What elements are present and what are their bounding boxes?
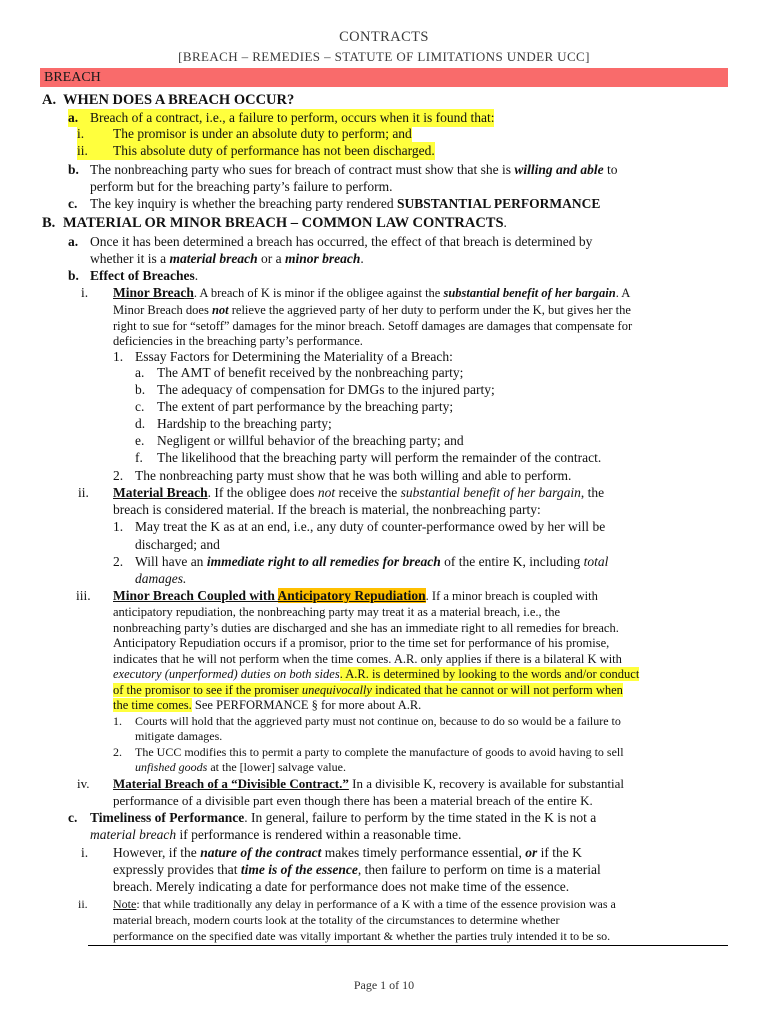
list-marker: iii. xyxy=(76,588,91,603)
line-text: The AMT of benefit received by the nonbreaching party; xyxy=(157,365,464,380)
item-willing-and-able xyxy=(68,161,618,179)
section-marker: A. xyxy=(42,92,57,108)
factor-item xyxy=(135,398,453,416)
line-text: Will have an xyxy=(135,554,207,569)
line-text: nonbreaching party’s duties are discharged and she has an immediate right to all remedies for breach. xyxy=(113,621,619,635)
line-text: The nonbreaching party who sues for breach of contract must show that she is xyxy=(90,162,515,177)
line-text: . xyxy=(360,251,364,266)
line-text: relieve the aggrieved party of her duty to perform under the K, but gives her the xyxy=(228,303,631,317)
highlighted-text: . xyxy=(339,667,346,681)
list-marker: iv. xyxy=(77,776,90,791)
line-text: breach. Merely indicating a date for performance does not make time of the essence. xyxy=(113,879,570,894)
line-text: The promisor is under an absolute duty to perform; and xyxy=(113,126,412,141)
line-text: if the K xyxy=(537,845,582,860)
paragraph-line xyxy=(90,826,461,844)
line-text: breach is considered material. If the breach is material, the nonbreaching party: xyxy=(113,502,541,517)
highlighted-text: the time comes. xyxy=(113,698,192,712)
line-text: Negligent or willful behavior of the breaching party; and xyxy=(157,433,464,448)
section-bar-breach: BREACH xyxy=(40,68,728,87)
list-marker: ii. xyxy=(78,485,89,500)
paragraph-line xyxy=(135,536,220,554)
list-marker: 2. xyxy=(113,745,122,759)
document-title: CONTRACTS xyxy=(339,29,429,45)
item-divisible-contract xyxy=(77,775,624,793)
line-text: Hardship to the breaching party; xyxy=(157,416,332,431)
line-text: The UCC modifies this to permit a party to complete the manufacture of goods to avoid having to sell xyxy=(135,745,624,759)
bold-text: Timeliness of Performance xyxy=(90,810,245,825)
highlighted-heading: Anticipatory Repudiation xyxy=(277,588,426,603)
factor-item xyxy=(135,381,495,399)
list-marker: c. xyxy=(68,196,78,211)
emphasis-text: time is of the essence xyxy=(240,862,358,877)
factor-item xyxy=(135,449,601,467)
emphasis-text: minor breach xyxy=(284,251,361,266)
line-text: expressly provides that xyxy=(113,862,241,877)
line-text: deficiencies in the breaching party’s performance. xyxy=(113,334,363,348)
emphasis-text: not xyxy=(211,303,229,317)
line-text: right to sue for “setoff” damages for the minor breach. Setoff damages are damages that compensate for xyxy=(113,319,633,333)
list-marker: b. xyxy=(68,268,79,283)
heading-b xyxy=(42,214,507,232)
item-not-discharged xyxy=(77,142,435,160)
underlined-heading: Minor Breach xyxy=(113,285,194,300)
paragraph-line xyxy=(90,178,393,196)
line-text: . xyxy=(194,268,199,283)
item-timeliness xyxy=(68,809,596,827)
line-text: . If the obligee does xyxy=(207,485,318,500)
line-text: anticipatory repudiation, the nonbreaching party may treat it as a material breach, i.e., the xyxy=(113,605,561,619)
line-text: if performance is rendered within a reasonable time. xyxy=(176,827,462,842)
emphasis-text: substantial benefit of her bargain xyxy=(443,286,616,300)
item-immediate-remedies xyxy=(113,553,608,571)
list-marker: 1. xyxy=(113,519,124,534)
document-subtitle: [BREACH – REMEDIES – STATUTE OF LIMITATIONS UNDER UCC] xyxy=(178,49,590,64)
line-text: , then failure to perform on time is a material xyxy=(357,862,601,877)
line-text: . A xyxy=(615,286,631,300)
line-text: The likelihood that the breaching party will perform the remainder of the contract. xyxy=(157,450,602,465)
line-text: Breach of a contract, i.e., a failure to perform, occurs when it is found that: xyxy=(90,110,495,125)
item-material-breach xyxy=(78,484,604,502)
line-text: of the entire K, including xyxy=(440,554,584,569)
line-text: The nonbreaching party must show that he was both willing and able to perform. xyxy=(135,468,572,483)
line-text: perform but for the breaching party’s failure to perform. xyxy=(90,179,393,194)
line-text: . xyxy=(503,215,507,230)
italic-text: damages. xyxy=(135,571,187,586)
list-marker: d. xyxy=(135,416,146,431)
list-marker: i. xyxy=(81,845,89,860)
paragraph-line xyxy=(113,792,593,810)
list-marker: b. xyxy=(68,162,79,177)
italic-text: unfished goods xyxy=(135,760,208,774)
underlined-label: Note xyxy=(113,897,137,911)
paragraph-line xyxy=(135,758,346,776)
line-text: indicates that he will not perform when the time comes. A.R. only applies if there is a bilateral K with xyxy=(113,652,622,666)
line-text: The adequacy of compensation for DMGs to the injured party; xyxy=(157,382,495,397)
italic-text: material breach xyxy=(90,827,177,842)
heading-a xyxy=(42,91,294,109)
paragraph-line xyxy=(113,501,541,519)
emphasis-text: or xyxy=(525,845,538,860)
list-marker: a. xyxy=(135,365,145,380)
line-text: mitigate damages. xyxy=(135,729,223,743)
line-text: Anticipatory Repudiation occurs if a promisor, prior to the time set for performance of his promise, xyxy=(113,636,610,650)
item-effect-of-breaches xyxy=(68,267,198,285)
line-text: at the [lower] salvage value. xyxy=(207,760,346,774)
list-marker: 1. xyxy=(113,349,124,364)
italic-text: total xyxy=(583,554,609,569)
list-marker: 2. xyxy=(113,554,124,569)
list-marker: a. xyxy=(68,234,79,249)
list-marker: a. xyxy=(68,110,79,125)
italic-text: executory (unperformed) duties on both sides xyxy=(113,667,340,681)
line-text: . A breach of K is minor if the obligee against the xyxy=(193,286,444,300)
line-text: . If a minor breach is coupled with xyxy=(425,589,598,603)
item-willing-and-able-proof xyxy=(113,467,571,485)
emphasis-text: nature of the contract xyxy=(200,845,322,860)
list-marker: b. xyxy=(135,382,146,397)
line-text: This absolute duty of performance has not been discharged. xyxy=(113,143,435,158)
line-text: See PERFORMANCE § for more about A.R. xyxy=(191,698,422,712)
paragraph-line xyxy=(113,861,601,879)
factor-item xyxy=(135,364,463,382)
highlighted-italic-text: unequivocally xyxy=(301,683,372,697)
item-breach-effect xyxy=(68,233,592,251)
factor-item xyxy=(135,415,332,433)
bold-text: SUBSTANTIAL PERFORMANCE xyxy=(397,196,601,211)
underlined-heading: Minor Breach Coupled with xyxy=(113,588,278,603)
underlined-heading: Material Breach of a “Divisible Contract.” xyxy=(113,776,349,791)
line-text: whether it is a xyxy=(90,251,170,266)
list-marker: c. xyxy=(135,399,145,414)
italic-text: substantial benefit of her bargain xyxy=(400,485,581,500)
list-marker: 2. xyxy=(113,468,124,483)
underlined-heading: Material Breach xyxy=(113,485,208,500)
highlighted-text: A.R. is determined by looking to the words and/or conduct xyxy=(345,667,640,681)
line-text: performance on the specified date was vitally important & whether the parties truly intended it to be so. xyxy=(113,929,611,943)
highlighted-text: indicated that he cannot or will not perform when xyxy=(371,683,623,697)
line-text: , the xyxy=(580,485,605,500)
bold-text: Effect of Breaches xyxy=(90,268,195,283)
list-marker: e. xyxy=(135,433,145,448)
line-text: May treat the K as at an end, i.e., any duty of counter-performance owed by her will be xyxy=(135,519,606,534)
emphasis-text: willing and able xyxy=(514,162,604,177)
list-marker: ii. xyxy=(77,143,88,158)
paragraph-line xyxy=(113,878,569,896)
list-marker: i. xyxy=(81,285,89,300)
line-text: Essay Factors for Determining the Materiality of a Breach: xyxy=(135,349,453,364)
item-minor-breach xyxy=(81,284,630,302)
item-key-inquiry xyxy=(68,195,600,213)
line-text: In a divisible K, recovery is available for substantial xyxy=(348,776,624,791)
divider-line xyxy=(88,945,728,946)
section-marker: B. xyxy=(42,215,56,231)
line-text: The key inquiry is whether the breaching party rendered xyxy=(90,196,398,211)
line-text: material breach, modern courts look at the totality of the circumstances to determine whether xyxy=(113,913,560,927)
page-number: Page 1 of 10 xyxy=(353,978,415,992)
line-text: receive the xyxy=(335,485,401,500)
paragraph-line xyxy=(113,927,610,945)
line-text: Once it has been determined a breach has occurred, the effect of that breach is determined by xyxy=(90,234,593,249)
emphasis-text: immediate right to all remedies for breach xyxy=(206,554,441,569)
item-absolute-duty xyxy=(77,125,412,143)
line-text: : that while traditionally any delay in performance of a K with a time of the essence provision was a xyxy=(136,897,616,911)
line-text: discharged; and xyxy=(135,537,220,552)
item-treat-as-ended xyxy=(113,518,605,536)
list-marker: 1. xyxy=(113,714,122,728)
list-marker: i. xyxy=(77,126,85,141)
line-text: Minor Breach does xyxy=(113,303,212,317)
paragraph-line xyxy=(135,570,186,588)
section-heading: WHEN DOES A BREACH OCCUR? xyxy=(63,92,295,108)
list-marker: f. xyxy=(135,450,143,465)
highlighted-text: of the promisor to see if the promiser xyxy=(113,683,302,697)
line-text: However, if the xyxy=(113,845,201,860)
section-heading: MATERIAL OR MINOR BREACH – COMMON LAW CONTRACTS xyxy=(63,215,504,231)
list-marker: ii. xyxy=(78,897,88,911)
list-marker: c. xyxy=(68,810,78,825)
line-text: performance of a divisible part even though there has been a material breach of the entire K. xyxy=(113,793,593,808)
paragraph-line xyxy=(90,250,364,268)
line-text: . In general, failure to perform by the time stated in the K is not a xyxy=(244,810,597,825)
line-text: makes timely performance essential, xyxy=(321,845,526,860)
italic-text: not xyxy=(317,485,336,500)
emphasis-text: material breach xyxy=(169,251,258,266)
line-text: The extent of part performance by the breaching party; xyxy=(157,399,454,414)
factor-item xyxy=(135,432,464,450)
line-text: or a xyxy=(257,251,285,266)
line-text: Courts will hold that the aggrieved party must not continue on, because to do so would be a failure to xyxy=(135,714,621,728)
item-time-of-essence xyxy=(81,844,582,862)
line-text: to xyxy=(603,162,618,177)
